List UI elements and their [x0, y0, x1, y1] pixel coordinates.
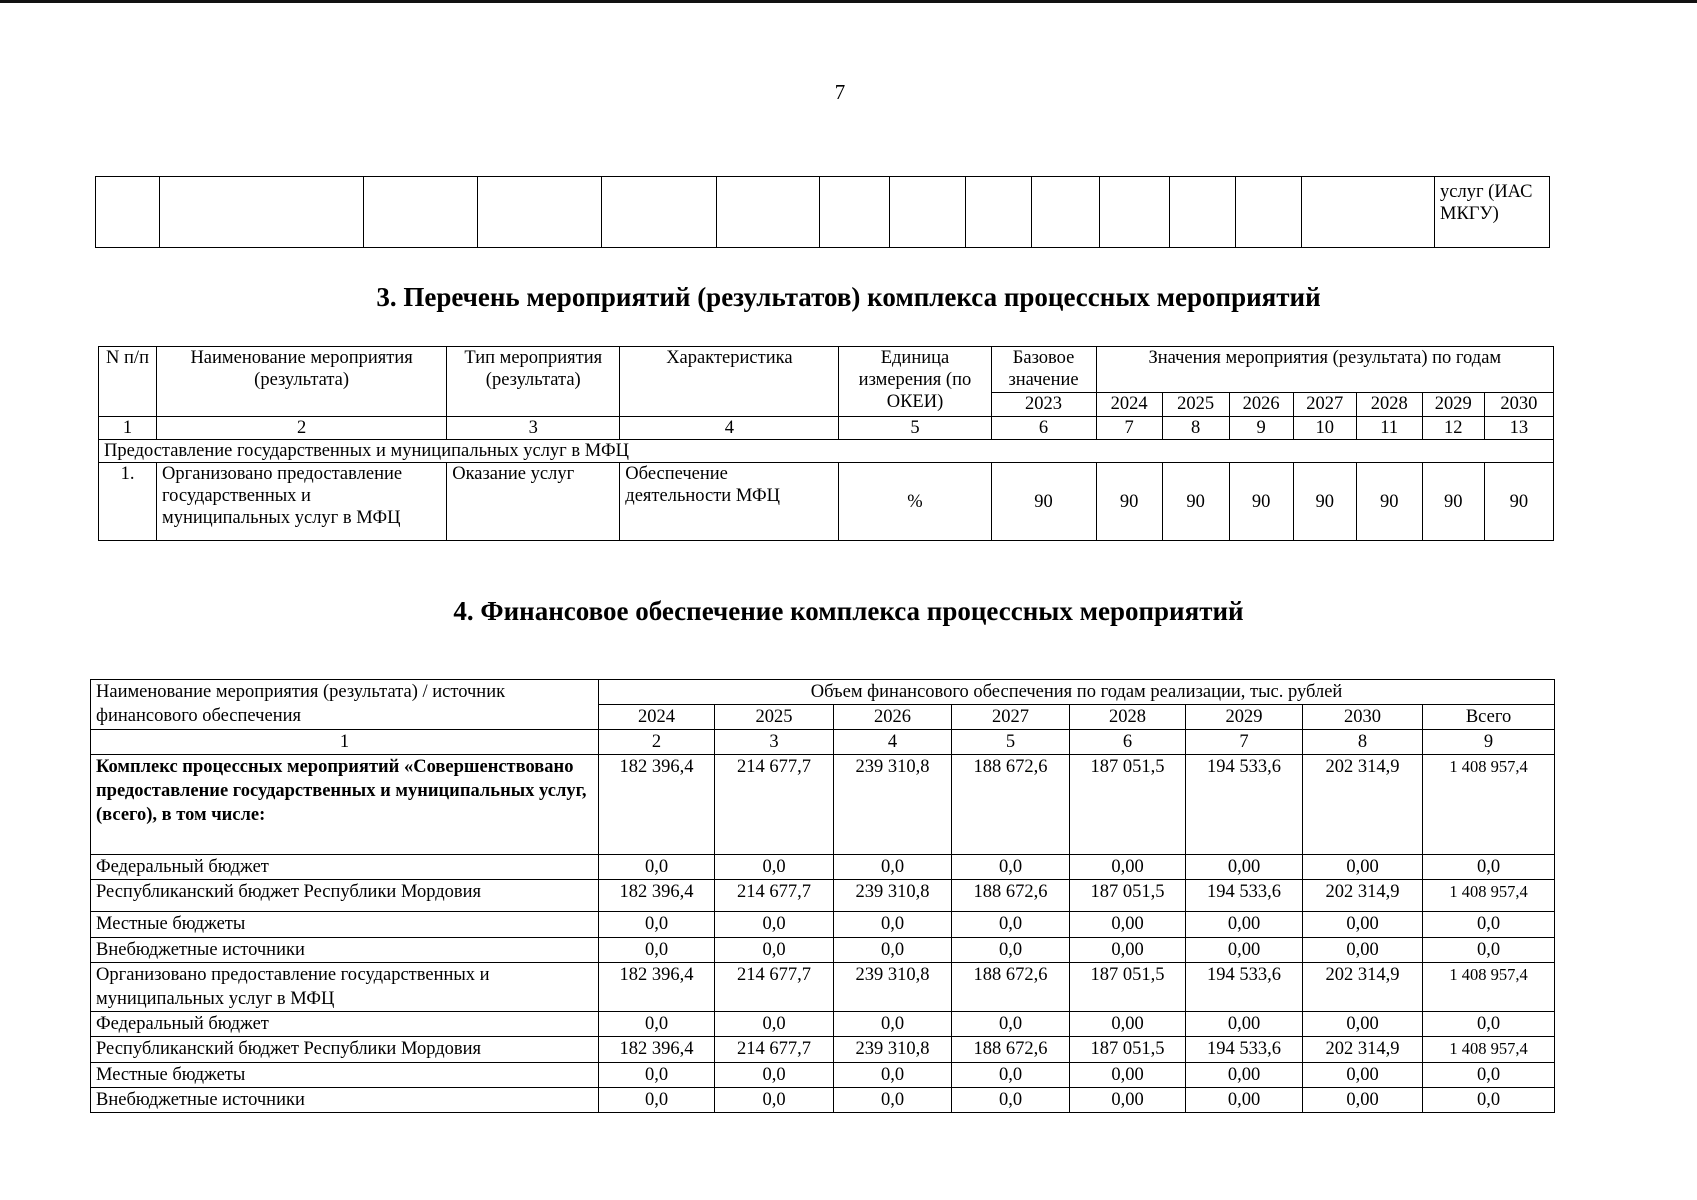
previous-table-tail [95, 176, 1550, 248]
header-year: 2028 [1356, 393, 1422, 417]
row-year-value: 90 [1356, 463, 1422, 541]
financing-value: 182 396,4 [599, 1037, 715, 1063]
header-base: Базовое значение [991, 347, 1096, 393]
column-number: 8 [1162, 417, 1229, 440]
empty-cell [1032, 177, 1100, 248]
financing-total: 0,0 [1423, 1063, 1555, 1088]
empty-cell [1236, 177, 1302, 248]
column-number: 8 [1303, 730, 1423, 755]
financing-value: 188 672,6 [952, 963, 1070, 1012]
row-year-value: 90 [1096, 463, 1162, 541]
column-number: 7 [1096, 417, 1162, 440]
financing-value: 214 677,7 [715, 880, 834, 912]
financing-value: 187 051,5 [1070, 880, 1186, 912]
financing-value: 0,0 [834, 855, 952, 880]
financing-row-label: Комплекс процессных мероприятий «Совершенствовано предоставление государственных и муниципальных услуг, (всего), в том числе: [91, 755, 599, 855]
financing-value: 0,0 [715, 938, 834, 963]
financing-value: 214 677,7 [715, 963, 834, 1012]
empty-cell [602, 177, 717, 248]
row-year-value: 90 [1422, 463, 1484, 541]
financing-value: 214 677,7 [715, 1037, 834, 1063]
header-year: 2029 [1186, 705, 1303, 730]
column-number: 13 [1484, 417, 1553, 440]
section-4-title: 4. Финансовое обеспечение комплекса процессных мероприятий [453, 596, 1244, 626]
column-number: 12 [1422, 417, 1484, 440]
financing-value: 0,00 [1186, 1012, 1303, 1037]
header-year: 2029 [1422, 393, 1484, 417]
financing-row-label: Местные бюджеты [91, 912, 599, 938]
row-year-value: 90 [1162, 463, 1229, 541]
column-number: 4 [834, 730, 952, 755]
financing-value: 202 314,9 [1303, 755, 1423, 855]
row-name: Организовано предоставление государственных и муниципальных услуг в МФЦ [157, 463, 447, 541]
financing-value: 239 310,8 [834, 963, 952, 1012]
header-year: 2030 [1484, 393, 1553, 417]
financing-value: 0,0 [952, 855, 1070, 880]
financing-value: 194 533,6 [1186, 1037, 1303, 1063]
financing-value: 202 314,9 [1303, 1037, 1423, 1063]
financing-value: 202 314,9 [1303, 963, 1423, 1012]
financing-value: 0,00 [1303, 855, 1423, 880]
financing-value: 0,0 [834, 912, 952, 938]
financing-value: 182 396,4 [599, 963, 715, 1012]
column-number: 10 [1293, 417, 1356, 440]
financing-total: 0,0 [1423, 1012, 1555, 1037]
financing-value: 0,00 [1303, 1012, 1423, 1037]
financing-value: 239 310,8 [834, 880, 952, 912]
financing-value: 0,0 [599, 938, 715, 963]
financing-value: 202 314,9 [1303, 880, 1423, 912]
financing-value: 182 396,4 [599, 755, 715, 855]
financing-value: 214 677,7 [715, 755, 834, 855]
financing-row-label: Республиканский бюджет Республики Мордовия [91, 1037, 599, 1063]
header-base-year: 2023 [991, 393, 1096, 417]
column-number: 3 [447, 417, 620, 440]
financing-total: 1 408 957,4 [1423, 963, 1555, 1012]
column-number: 9 [1423, 730, 1555, 755]
financing-value: 0,00 [1070, 1088, 1186, 1113]
row-num: 1. [99, 463, 157, 541]
financing-value: 0,0 [715, 1063, 834, 1088]
page-top-border [0, 0, 1697, 3]
financing-row-label: Местные бюджеты [91, 1063, 599, 1088]
empty-cell [717, 177, 820, 248]
column-number: 1 [91, 730, 599, 755]
header-year: 2025 [1162, 393, 1229, 417]
info-source-cell: услуг (ИАС МКГУ) [1435, 177, 1550, 248]
column-number: 2 [157, 417, 447, 440]
financing-table [90, 679, 1555, 1113]
section-3-title: 3. Перечень мероприятий (результатов) комплекса процессных мероприятий [376, 282, 1321, 312]
financing-total: 1 408 957,4 [1423, 880, 1555, 912]
row-base-value: 90 [991, 463, 1096, 541]
financing-value: 194 533,6 [1186, 880, 1303, 912]
financing-value: 0,0 [952, 1012, 1070, 1037]
empty-cell [1100, 177, 1170, 248]
financing-value: 0,00 [1070, 938, 1186, 963]
header-year: 2026 [834, 705, 952, 730]
financing-total: 1 408 957,4 [1423, 1037, 1555, 1063]
financing-row-label: Внебюджетные источники [91, 938, 599, 963]
row-type: Оказание услуг [447, 463, 620, 541]
financing-value: 0,00 [1186, 855, 1303, 880]
header-values-by-year: Значения мероприятия (результата) по годам [1096, 347, 1553, 393]
financing-value: 194 533,6 [1186, 963, 1303, 1012]
financing-value: 0,00 [1303, 1088, 1423, 1113]
header-year: 2026 [1229, 393, 1293, 417]
financing-value: 187 051,5 [1070, 963, 1186, 1012]
header-name-source: Наименование мероприятия (результата) / источник финансового обеспечения [91, 680, 599, 730]
financing-value: 0,0 [715, 1088, 834, 1113]
financing-value: 0,0 [952, 938, 1070, 963]
header-year: 2030 [1303, 705, 1423, 730]
empty-cell [478, 177, 602, 248]
empty-cell [96, 177, 160, 248]
financing-row-label: Внебюджетные источники [91, 1088, 599, 1113]
page-number: 7 [834, 80, 846, 104]
empty-cell [160, 177, 364, 248]
financing-value: 182 396,4 [599, 880, 715, 912]
financing-value: 0,00 [1186, 1063, 1303, 1088]
financing-value: 0,0 [952, 1063, 1070, 1088]
financing-value: 0,0 [715, 1012, 834, 1037]
column-number: 5 [839, 417, 991, 440]
financing-value: 0,0 [952, 912, 1070, 938]
header-year: 2027 [1293, 393, 1356, 417]
financing-value: 0,00 [1303, 912, 1423, 938]
header-total: Всего [1423, 705, 1555, 730]
financing-value: 239 310,8 [834, 1037, 952, 1063]
financing-value: 0,0 [599, 1063, 715, 1088]
financing-value: 0,0 [834, 1088, 952, 1113]
empty-cell [820, 177, 890, 248]
financing-value: 0,0 [599, 1012, 715, 1037]
financing-value: 239 310,8 [834, 755, 952, 855]
column-number: 5 [952, 730, 1070, 755]
column-number: 7 [1186, 730, 1303, 755]
financing-total: 0,0 [1423, 938, 1555, 963]
financing-row-label: Федеральный бюджет [91, 1012, 599, 1037]
financing-value: 0,00 [1070, 1063, 1186, 1088]
financing-row-label: Федеральный бюджет [91, 855, 599, 880]
financing-value: 0,00 [1070, 855, 1186, 880]
row-year-value: 90 [1229, 463, 1293, 541]
financing-value: 188 672,6 [952, 880, 1070, 912]
financing-value: 194 533,6 [1186, 755, 1303, 855]
header-name: Наименование мероприятия (результата) [157, 347, 447, 417]
column-number: 9 [1229, 417, 1293, 440]
row-year-value: 90 [1484, 463, 1553, 541]
financing-total: 0,0 [1423, 1088, 1555, 1113]
header-year: 2024 [599, 705, 715, 730]
column-number: 3 [715, 730, 834, 755]
financing-value: 188 672,6 [952, 755, 1070, 855]
row-year-value: 90 [1293, 463, 1356, 541]
group-title-row: Предоставление государственных и муниципальных услуг в МФЦ [99, 440, 1554, 463]
measures-list-table [98, 346, 1554, 541]
empty-cell [966, 177, 1032, 248]
header-year: 2027 [952, 705, 1070, 730]
header-year: 2025 [715, 705, 834, 730]
column-number: 6 [1070, 730, 1186, 755]
financing-value: 0,0 [715, 912, 834, 938]
row-characteristic: Обеспечение деятельности МФЦ [620, 463, 839, 541]
header-unit: Единица измерения (по ОКЕИ) [839, 347, 991, 417]
header-characteristic: Характеристика [620, 347, 839, 417]
financing-value: 0,0 [599, 912, 715, 938]
header-year: 2024 [1096, 393, 1162, 417]
empty-cell [364, 177, 478, 248]
column-number: 1 [99, 417, 157, 440]
financing-value: 0,0 [599, 1088, 715, 1113]
financing-total: 1 408 957,4 [1423, 755, 1555, 855]
financing-value: 0,00 [1186, 938, 1303, 963]
financing-total: 0,0 [1423, 855, 1555, 880]
financing-value: 0,00 [1070, 1012, 1186, 1037]
financing-value: 0,0 [834, 1012, 952, 1037]
financing-value: 188 672,6 [952, 1037, 1070, 1063]
financing-value: 0,00 [1303, 938, 1423, 963]
financing-value: 0,0 [834, 938, 952, 963]
financing-value: 0,00 [1070, 912, 1186, 938]
financing-value: 0,0 [715, 855, 834, 880]
financing-value: 0,0 [952, 1088, 1070, 1113]
financing-row-label: Республиканский бюджет Республики Мордовия [91, 880, 599, 912]
financing-value: 0,00 [1303, 1063, 1423, 1088]
header-year: 2028 [1070, 705, 1186, 730]
empty-cell [1170, 177, 1236, 248]
financing-value: 0,0 [599, 855, 715, 880]
financing-value: 187 051,5 [1070, 1037, 1186, 1063]
empty-cell [1302, 177, 1435, 248]
financing-total: 0,0 [1423, 912, 1555, 938]
financing-value: 0,00 [1186, 1088, 1303, 1113]
financing-value: 0,00 [1186, 912, 1303, 938]
header-num: N п/п [99, 347, 157, 417]
financing-row-label: Организовано предоставление государственных и муниципальных услуг в МФЦ [91, 963, 599, 1012]
column-number: 11 [1356, 417, 1422, 440]
header-type: Тип мероприятия (результата) [447, 347, 620, 417]
column-number: 4 [620, 417, 839, 440]
financing-value: 0,0 [834, 1063, 952, 1088]
financing-value: 187 051,5 [1070, 755, 1186, 855]
header-volume: Объем финансового обеспечения по годам реализации, тыс. рублей [599, 680, 1555, 705]
empty-cell [890, 177, 966, 248]
row-unit: % [839, 463, 991, 541]
column-number: 6 [991, 417, 1096, 440]
column-number: 2 [599, 730, 715, 755]
